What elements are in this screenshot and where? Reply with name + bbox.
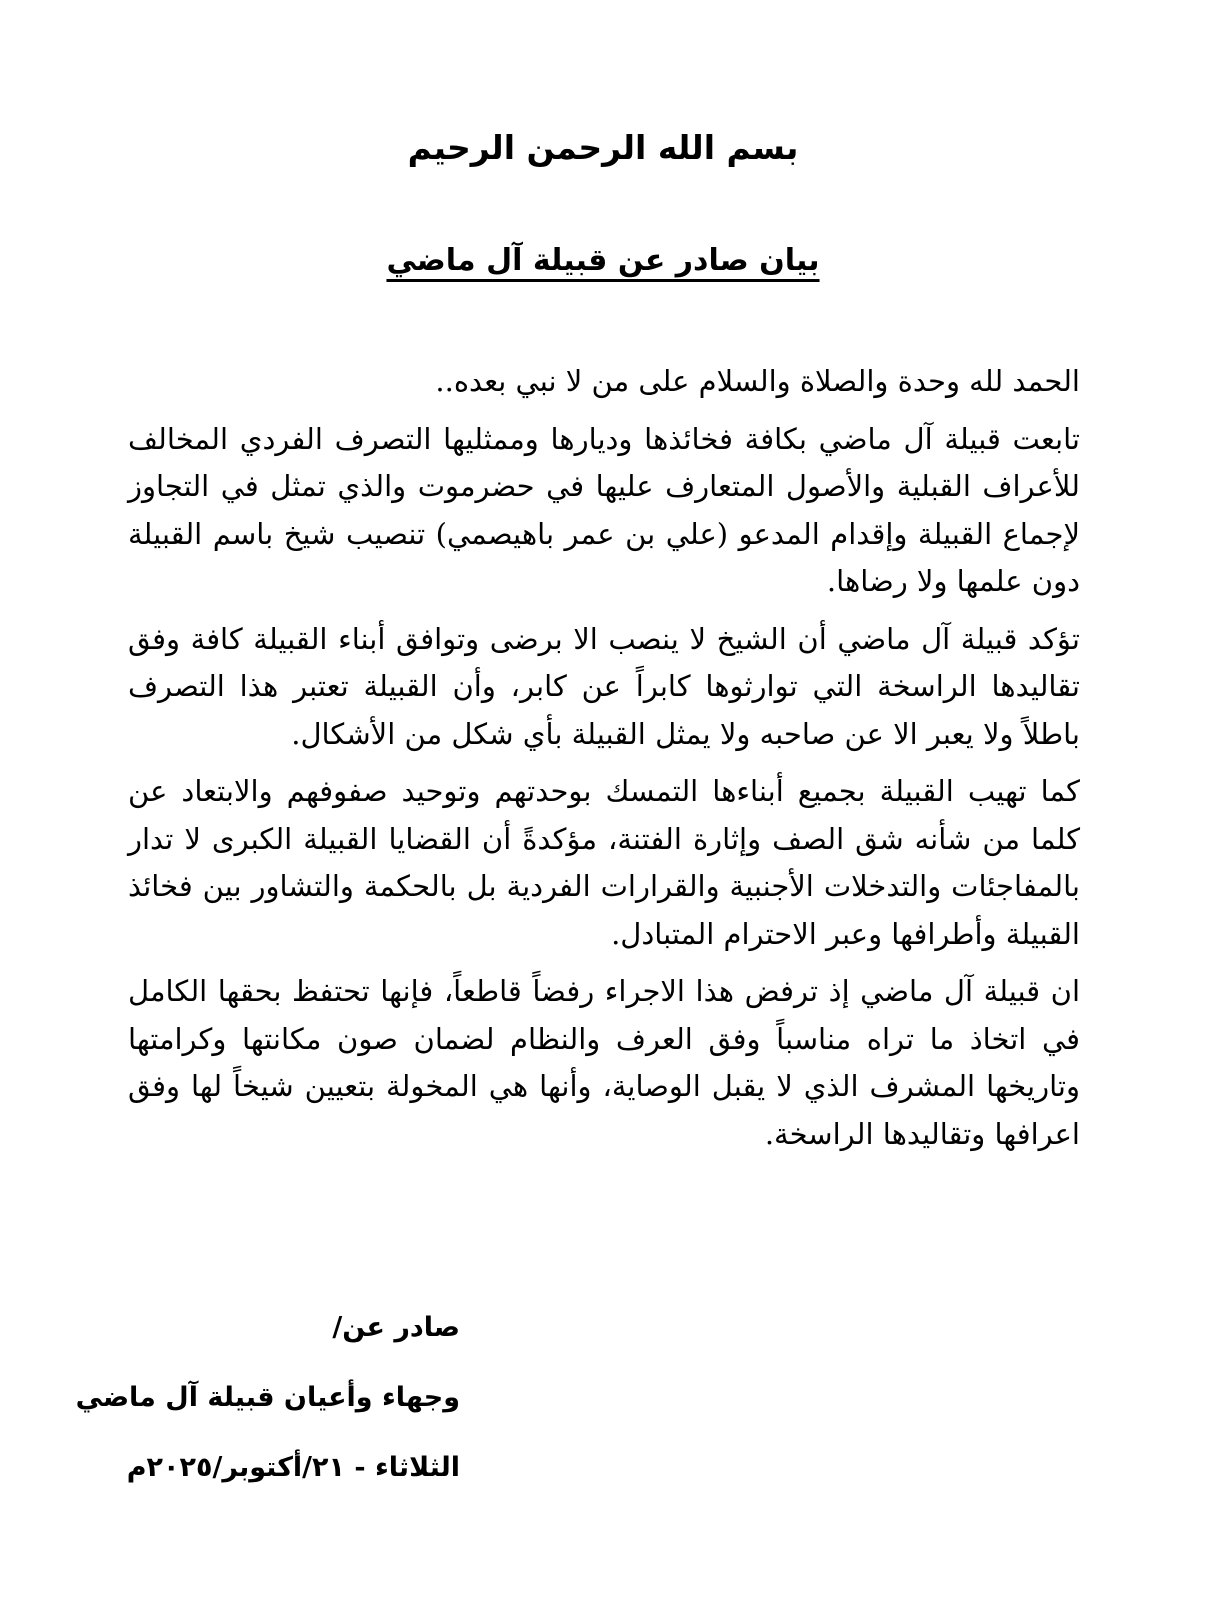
statement-footer <box>76 1306 460 1516</box>
statement-body <box>128 358 1080 1168</box>
statement-date: الثلاثاء - ٢١/أكتوبر/٢٠٢٥م <box>126 1452 460 1483</box>
paragraph-1: تابعت قبيلة آل ماضي بكافة فخائذها وديارها وممثليها التصرف الفردي المخالف للأعراف القبلية والأصول المتعارف عليها في حضرموت والذي تمثل في التجاوز لإجماع القبيلة وإقدام المدعو (علي بن عمر باهيصمي) تنصيب شيخ باسم القبيلة دون علمها ولا رضاها. <box>128 421 1080 598</box>
statement-title: بيان صادر عن قبيلة آل ماضي <box>386 243 820 278</box>
issued-by-label: صادر عن/ <box>332 1312 460 1343</box>
opening-line: الحمد لله وحدة والصلاة والسلام على من لا نبي بعده.. <box>435 364 1080 398</box>
issuer-name: وجهاء وأعيان قبيلة آل ماضي <box>75 1382 460 1413</box>
paragraph-4: ان قبيلة آل ماضي إذ ترفض هذا الاجراء رفضاً قاطعاً، فإنها تحتفظ بحقها الكامل في اتخاذ ما تراه مناسباً وفق العرف والنظام لضمان صون مكانتها وكرامتها وتاريخها المشرف الذي لا يقبل الوصاية، وأنها هي المخولة بتعيين شيخاً لها وفق اعرافها وتقاليدها الراسخة. <box>128 974 1080 1151</box>
paragraph-3: كما تهيب القبيلة بجميع أبناءها التمسك بوحدتهم وتوحيد صفوفهم والابتعاد عن كلما من شأنه شق الصف وإثارة الفتنة، مؤكدةً أن القضايا القبيلة الكبرى لا تدار بالمفاجئات والتدخلات الأجنبية والقرارات الفردية بل بالحكمة والتشاور بين فخائذ القبيلة وأطرافها وعبر الاحترام المتبادل. <box>128 774 1080 951</box>
paragraph-2: تؤكد قبيلة آل ماضي أن الشيخ لا ينصب الا برضى وتوافق أبناء القبيلة كافة وفق تقاليدها الراسخة التي توارثوها كابراً عن كابر، وأن القبيلة تعتبر هذا التصرف باطلاً ولا يعبر الا عن صاحبه ولا يمثل القبيلة بأي شكل من الأشكال. <box>128 621 1080 751</box>
basmala-header: بسم الله الرحمن الرحيم <box>407 128 799 167</box>
